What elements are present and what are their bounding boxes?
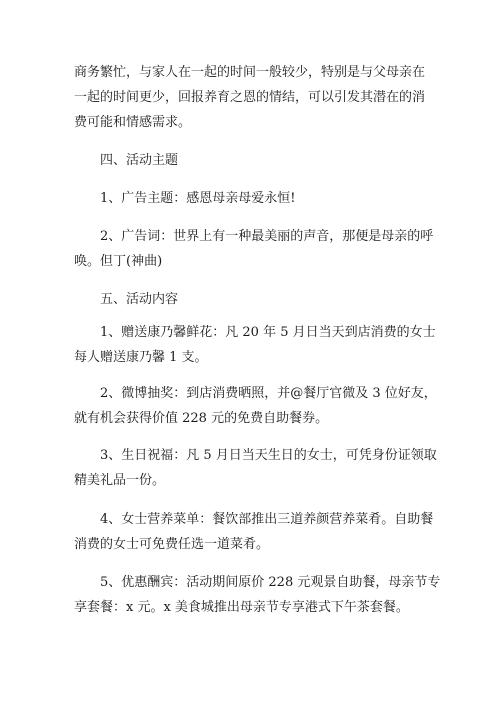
text-line: 4、女士营养菜单：餐饮部推出三道养颜营养菜肴。自助餐: [100, 512, 434, 527]
text-line: 一起的时间更少，回报养育之恩的情结，可以引发其潜在的消: [74, 90, 426, 105]
content-item: [74, 443, 437, 493]
section-heading-theme: 四、活动主题: [100, 153, 179, 168]
text-line: 每人赠送康乃馨 1 支。: [74, 350, 208, 365]
content-item: [74, 507, 434, 557]
text-line: 消费的女士可免费任选一道菜肴。: [74, 537, 270, 552]
text-line: 2、广告词：世界上有一种最美丽的声音，那便是母亲的呼: [100, 229, 434, 244]
text-line: 1、赠送康乃馨鲜花：凡 20 年 5 月日当天到店消费的女士: [100, 325, 436, 340]
content-item: [74, 320, 436, 370]
slogan-item: [74, 224, 434, 274]
theme-item: 1、广告主题：感恩母亲母爱永恒!: [100, 191, 296, 206]
text-line: 5、优惠酬宾：活动期间原价 228 元观景自助餐，母亲节专: [100, 575, 441, 590]
text-line: 享套餐：x 元。x 美食城推出母亲节专享港式下午茶套餐。: [74, 600, 409, 615]
text-line: 唤。但丁(神曲): [74, 254, 163, 269]
text-line: 3、生日祝福：凡 5 月日当天生日的女士，可凭身份证领取: [100, 448, 437, 463]
text-line: 费可能和情感需求。: [74, 115, 192, 130]
section-heading-content: 五、活动内容: [100, 292, 179, 307]
text-line: 商务繁忙，与家人在一起的时间一般较少，特别是与父母亲在: [74, 65, 426, 80]
text-line: 2、微博抽奖：到店消费晒照，并@餐厅官微及 3 位好友，: [100, 386, 437, 401]
text-line: 精美礼品一份。: [74, 473, 166, 488]
content-item: [74, 381, 437, 431]
intro-paragraph: [74, 60, 424, 135]
content-item: [74, 570, 441, 620]
text-line: 就有机会获得价值 228 元的免费自助餐券。: [74, 411, 329, 426]
